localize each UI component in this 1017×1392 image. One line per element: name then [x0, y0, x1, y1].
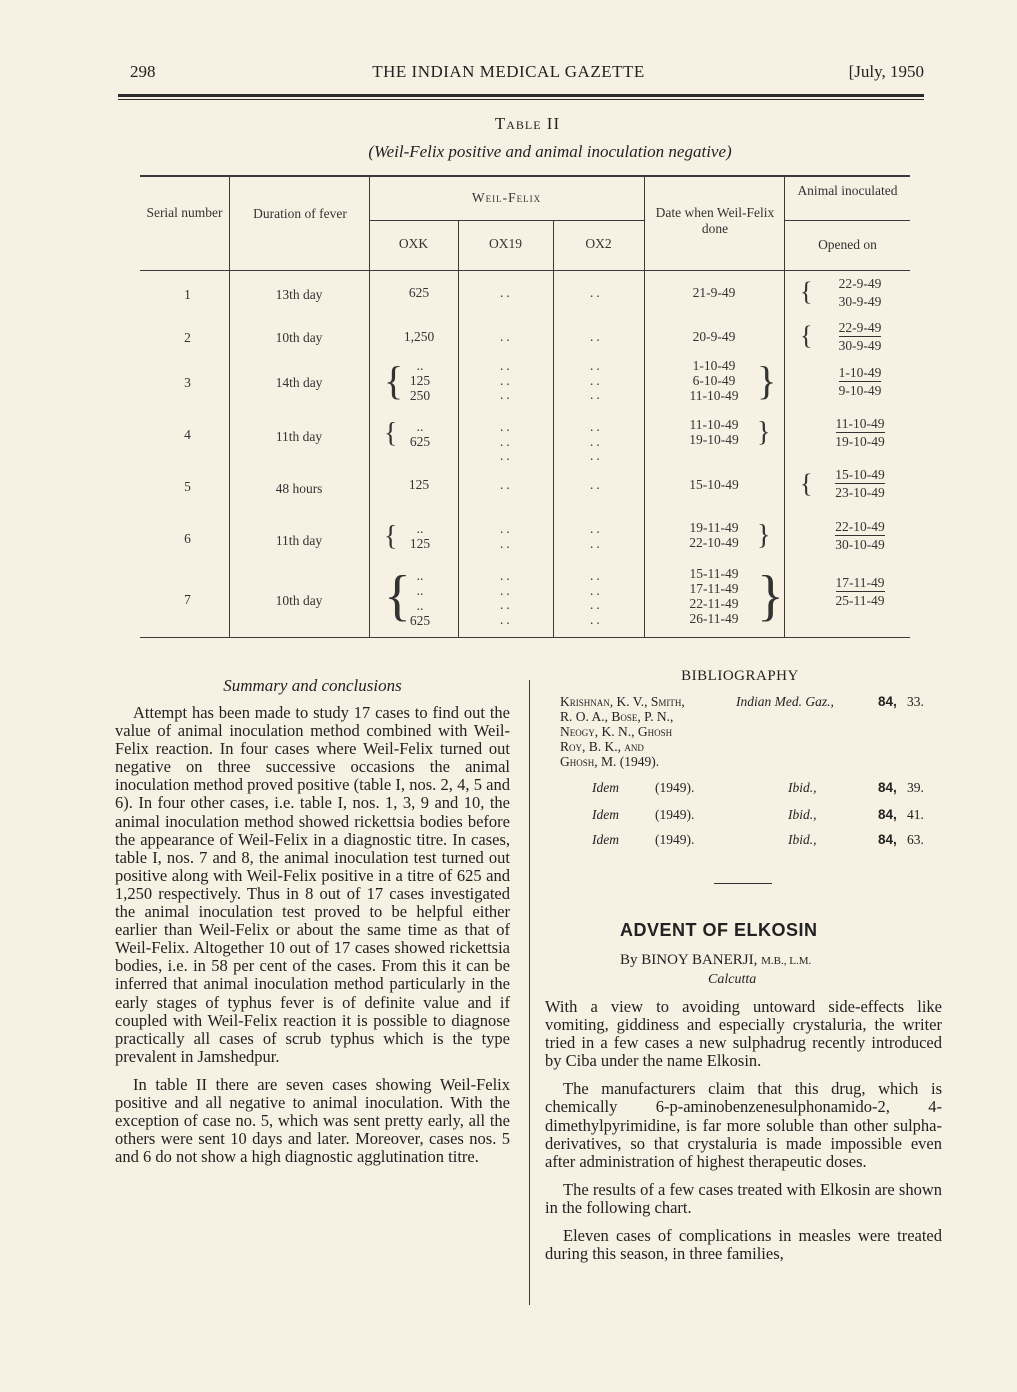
serial-cell: 6	[184, 531, 191, 546]
col-divider	[458, 220, 459, 638]
duration-cell: 11th day	[275, 429, 323, 444]
oxk-cell: 250	[409, 388, 431, 403]
article-city: Calcutta	[708, 972, 757, 987]
oxk-cell: ..	[416, 419, 424, 434]
date-cell: 17-11-49	[689, 581, 739, 596]
table-top-rule	[140, 175, 910, 177]
oxk-cell: 125	[408, 477, 430, 492]
negative-dots: .. .. ..	[500, 419, 513, 463]
header-weil-felix: Weil-Felix	[471, 190, 542, 205]
date-cell: 26-11-49	[689, 611, 739, 626]
duration-cell: 10th day	[275, 330, 323, 345]
brace: }	[757, 520, 771, 551]
negative-dots: ..	[590, 329, 603, 344]
opened-cell: 17-11-49	[835, 575, 885, 590]
oxk-cell: ..	[416, 521, 424, 536]
col-divider	[784, 176, 785, 638]
opened-cell: 9-10-49	[838, 383, 882, 398]
brace: {	[384, 418, 398, 449]
serial-cell: 5	[184, 479, 191, 494]
brace: }	[757, 565, 784, 627]
header-serial: Serial number	[146, 205, 223, 220]
header-date-done: Date when Weil-Felix done	[655, 205, 775, 236]
header-oxk: OXK	[398, 236, 429, 251]
oxk-cell: 125	[409, 536, 431, 551]
table-caption: Table II	[494, 114, 561, 133]
article-byline: By BINOY BANERJI, M.B., L.M.	[620, 952, 812, 968]
section-divider	[714, 883, 772, 884]
opened-cell: 30-9-49	[838, 338, 882, 353]
table-subtitle: (Weil-Felix positive and animal inoculation negative)	[368, 142, 732, 161]
header-duration: Duration of fever	[253, 206, 347, 221]
oxk-cell: 625	[409, 613, 431, 628]
brace: {	[384, 358, 404, 403]
header-ox2: OX2	[585, 236, 612, 251]
negative-dots: ..	[500, 329, 513, 344]
date-cell: 1-10-49	[692, 358, 736, 373]
opened-cell: 19-10-49	[835, 434, 885, 449]
bib-volume: 84,	[878, 694, 897, 709]
summary-heading: Summary and conclusions	[223, 676, 402, 695]
opened-cell: 22-9-49	[838, 320, 882, 335]
date-cell: 19-10-49	[689, 432, 739, 447]
summary-paragraph: Attempt has been made to study 17 cases to find out the value of animal inoculation method combined with Weil-Felix reaction. In four cases where Weil-Felix turned out negative on three successive occasions the animal inoculation method proved positive (table I, nos. 2, 4, 5 and 6). In four other cases, i.e. table I, nos. 1, 3, 9 and 10, the animal inoculation method showed rickettsia bodies before the appearance of Weil-Felix in a diagnostic titre. In cases, table I, nos. 7 and 8, the animal inoculation test turned out positive along with Weil-Felix positive in a titre of 625 and 1,250 respectively. Thus in 8 out of 17 cases investigated the animal inoculation test proved to be helpful either earlier than Weil-Felix or about the same time as that of Weil-Felix. Altogether 10 out of 17 cases showed rickettsia bodies, i.e. in 58 per cent of the cases. From this it can be inferred that animal inoculation method particularly in the early stages of typhus fever is of definite value and if coupled with Weil-Felix reaction it is possible to diagnose practically all cases of scrub typhus which is the type prevalent in Jamshedpur.	[115, 703, 510, 1066]
negative-dots: .. ..	[590, 521, 603, 551]
negative-dots: .. .. .. ..	[500, 568, 513, 627]
duration-cell: 14th day	[275, 375, 323, 390]
duration-cell: 11th day	[275, 533, 323, 548]
negative-dots: .. .. ..	[590, 419, 603, 463]
bib-authors: Krishnan, K. V., Smith, R. O. A., Bose, P. N., Neogy, K. N., Ghosh Roy, B. K., and Ghosh, M. (1949).	[560, 694, 685, 769]
negative-dots: ..	[500, 285, 513, 300]
negative-dots: .. .. ..	[500, 358, 513, 402]
negative-dots: ..	[500, 477, 513, 492]
bibliography-heading: BIBLIOGRAPHY	[681, 668, 799, 684]
column-divider	[529, 680, 530, 1305]
opened-cell: 11-10-49	[835, 416, 885, 431]
col-divider	[229, 176, 230, 638]
date-cell: 11-10-49	[689, 417, 739, 432]
date-cell: 20-9-49	[692, 329, 736, 344]
summary-body	[115, 704, 510, 1176]
animal-span-rule	[784, 220, 910, 221]
date-cell: 11-10-49	[689, 388, 739, 403]
brace: {	[384, 565, 411, 627]
table-header-rule	[140, 270, 910, 271]
negative-dots: .. ..	[500, 521, 513, 551]
negative-dots: .. .. .. ..	[590, 568, 603, 627]
opened-cell: 15-10-49	[835, 467, 885, 482]
page-number: 298	[130, 62, 156, 81]
duration-cell: 13th day	[275, 287, 323, 302]
summary-paragraph: In table II there are seven cases showing Weil-Felix positive and all negative to animal inoculation. With the exception of case no. 5, which was sent pretty early, all the others were sent 10 days and later. Moreover, cases nos. 5 and 6 do not show a high diagnostic agglutination titre.	[115, 1074, 510, 1167]
header-opened-on: Opened on	[818, 237, 877, 252]
negative-dots: ..	[590, 477, 603, 492]
date-cell: 19-11-49	[689, 520, 739, 535]
serial-cell: 1	[184, 287, 191, 302]
oxk-cell: 1,250	[403, 329, 435, 344]
table-2	[140, 172, 910, 640]
oxk-cell: ..	[416, 568, 424, 583]
running-header	[0, 62, 1017, 84]
header-rule-thin	[118, 99, 924, 100]
opened-cell: 25-11-49	[835, 593, 885, 608]
opened-cell: 30-9-49	[838, 294, 882, 309]
serial-cell: 2	[184, 330, 191, 345]
bib-journal: Indian Med. Gaz.,	[736, 694, 834, 709]
oxk-cell: ..	[416, 598, 424, 613]
brace: }	[757, 358, 777, 403]
serial-cell: 7	[184, 592, 191, 607]
opened-cell: 23-10-49	[835, 485, 885, 500]
opened-cell: 30-10-49	[835, 537, 885, 552]
duration-cell: 10th day	[275, 593, 323, 608]
article-body	[545, 998, 942, 1273]
brace: }	[757, 417, 771, 448]
issue-date: [July, 1950	[848, 62, 924, 81]
weil-felix-span-rule	[369, 220, 644, 221]
oxk-cell: ..	[416, 358, 424, 373]
date-cell: 21-9-49	[692, 285, 736, 300]
col-divider	[553, 220, 554, 638]
opened-cell: 22-10-49	[835, 519, 885, 534]
serial-cell: 4	[184, 427, 191, 442]
date-cell: 22-10-49	[689, 535, 739, 550]
header-ox19: OX19	[489, 236, 522, 251]
opened-cell: 22-9-49	[838, 276, 882, 291]
header-rule	[118, 94, 924, 97]
article-paragraph: The results of a few cases treated with Elkosin are shown in the following chart.	[545, 1179, 942, 1217]
serial-cell: 3	[184, 375, 191, 390]
date-cell: 6-10-49	[692, 373, 736, 388]
bib-page: 33.	[907, 694, 924, 709]
oxk-cell: ..	[416, 583, 424, 598]
duration-cell: 48 hours	[275, 481, 323, 496]
article-paragraph: With a view to avoiding untoward side-effects like vomiting, giddiness and especially crystaluria, the writer tried in a few cases a new sulphadrug recently introduced by Ciba under the name Elkosin.	[545, 997, 942, 1071]
negative-dots: .. .. ..	[590, 358, 603, 402]
header-animal: Animal inoculated	[797, 183, 898, 198]
negative-dots: ..	[590, 285, 603, 300]
brace: {	[800, 277, 813, 306]
brace: {	[800, 321, 813, 350]
article-paragraph: Eleven cases of complications in measles were treated during this season, in three families,	[545, 1226, 942, 1264]
article-paragraph: The manufacturers claim that this drug, which is chemically 6-p-aminobenzenesulphonamido-2, 4-dimethylpyrimidine, is far more soluble than other sulpha-derivatives, so that crystaluria is made impossible even after administration of highest therapeutic doses.	[545, 1079, 942, 1171]
date-cell: 15-11-49	[689, 566, 739, 581]
date-cell: 22-11-49	[689, 596, 739, 611]
article-title: ADVENT OF ELKOSIN	[620, 920, 818, 940]
oxk-cell: 125	[409, 373, 431, 388]
oxk-cell: 625	[408, 285, 430, 300]
journal-title: THE INDIAN MEDICAL GAZETTE	[372, 62, 645, 81]
date-cell: 15-10-49	[689, 477, 739, 492]
table-bottom-rule	[140, 637, 910, 638]
opened-cell: 1-10-49	[838, 365, 882, 380]
brace: {	[800, 469, 813, 498]
brace: {	[384, 521, 398, 552]
oxk-cell: 625	[409, 434, 431, 449]
